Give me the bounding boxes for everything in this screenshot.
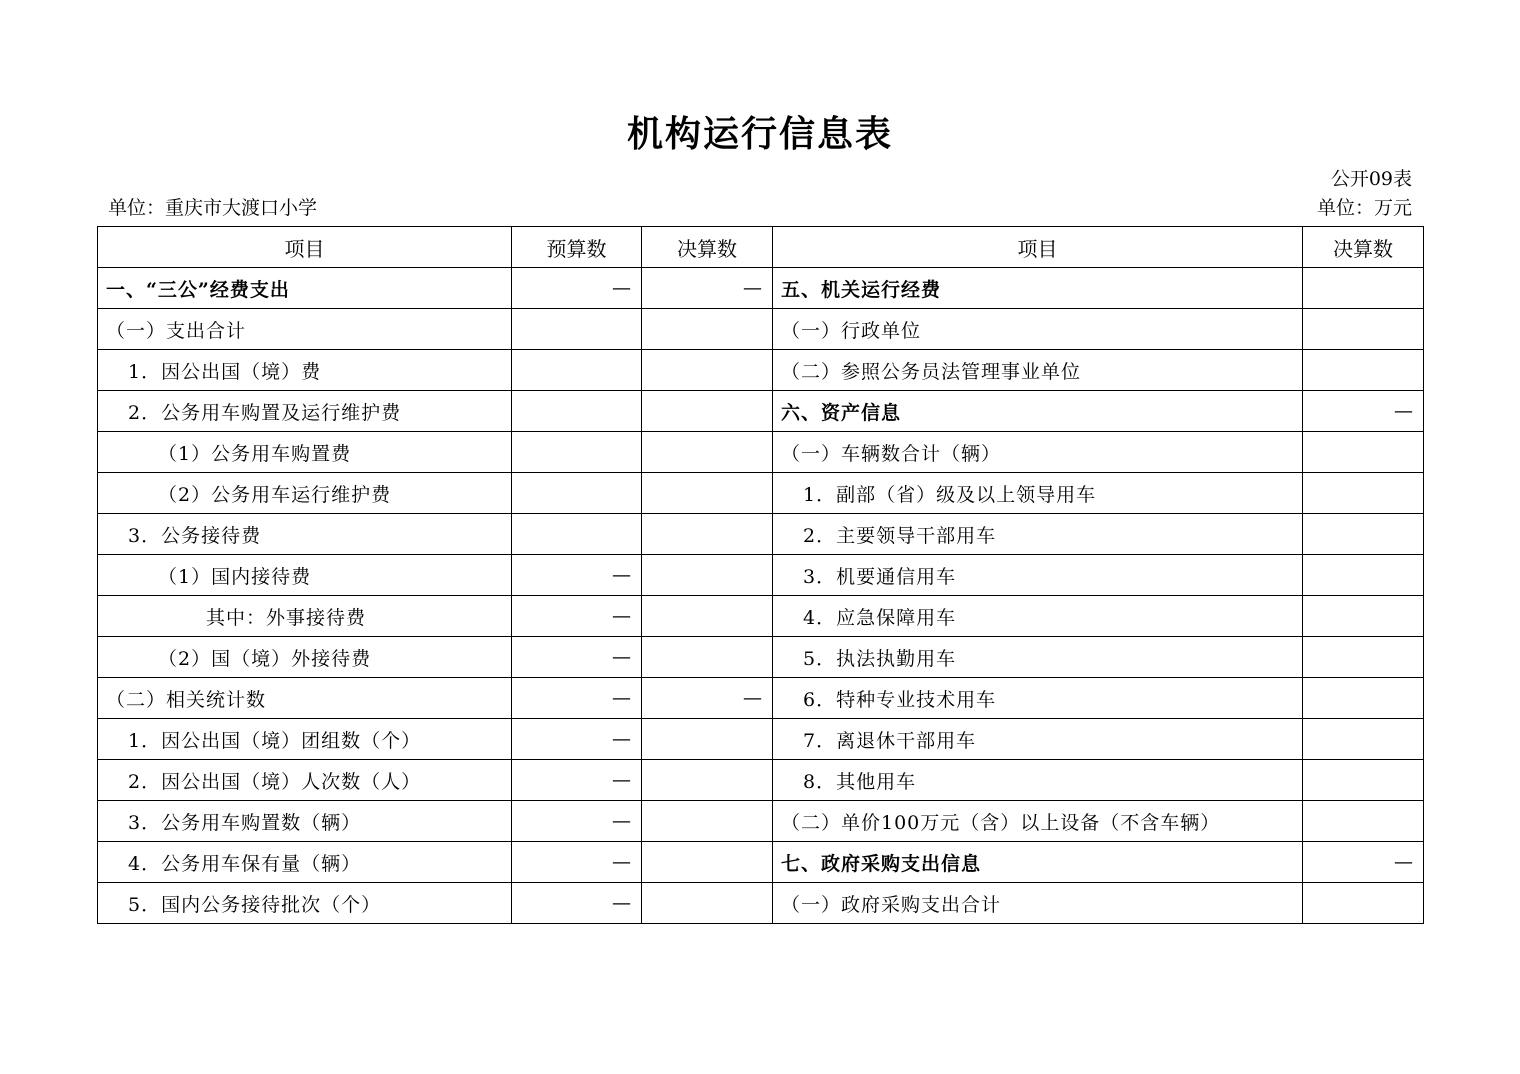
- left-item: 1．因公出国（境）费: [98, 350, 512, 391]
- final-cell: [642, 350, 773, 391]
- right-item: 1．副部（省）级及以上领导用车: [773, 473, 1303, 514]
- final-cell: [642, 842, 773, 883]
- right-final-cell: [1303, 760, 1424, 801]
- right-item: （二）参照公务员法管理事业单位: [773, 350, 1303, 391]
- left-item: 其中：外事接待费: [98, 596, 512, 637]
- budget-cell: —: [512, 883, 642, 924]
- final-cell: [642, 391, 773, 432]
- budget-cell: [512, 309, 642, 350]
- table-row: [98, 719, 1424, 760]
- left-item: （2）国（境）外接待费: [98, 637, 512, 678]
- right-final-cell: [1303, 514, 1424, 555]
- table-row: [98, 596, 1424, 637]
- table-row: [98, 309, 1424, 350]
- final-cell: [642, 637, 773, 678]
- budget-cell: —: [512, 842, 642, 883]
- table-code: 公开09表: [1330, 168, 1412, 190]
- budget-cell: [512, 514, 642, 555]
- left-item: 3．公务接待费: [98, 514, 512, 555]
- header-budget: 预算数: [512, 227, 642, 268]
- final-cell: [642, 309, 773, 350]
- table-row: [98, 678, 1424, 719]
- right-item: （一）车辆数合计（辆）: [773, 432, 1303, 473]
- final-cell: [642, 883, 773, 924]
- right-item: （一）政府采购支出合计: [773, 883, 1303, 924]
- page-title: 机构运行信息表: [626, 114, 893, 155]
- right-final-cell: [1303, 801, 1424, 842]
- right-final-cell: [1303, 432, 1424, 473]
- right-final-cell: [1303, 719, 1424, 760]
- left-item: 2．公务用车购置及运行维护费: [98, 391, 512, 432]
- right-final-cell: [1303, 350, 1424, 391]
- left-item: 3．公务用车购置数（辆）: [98, 801, 512, 842]
- table-row: [98, 555, 1424, 596]
- left-item: （1）国内接待费: [98, 555, 512, 596]
- right-final-cell: —: [1303, 842, 1424, 883]
- budget-cell: —: [512, 555, 642, 596]
- table-row: [98, 842, 1424, 883]
- table-row: [98, 883, 1424, 924]
- table-row: [98, 432, 1424, 473]
- left-item: 5．国内公务接待批次（个）: [98, 883, 512, 924]
- left-item: 4．公务用车保有量（辆）: [98, 842, 512, 883]
- right-item: 7．离退休干部用车: [773, 719, 1303, 760]
- final-cell: [642, 473, 773, 514]
- right-final-cell: [1303, 555, 1424, 596]
- budget-cell: [512, 391, 642, 432]
- left-item: 一、“三公”经费支出: [98, 268, 512, 309]
- header-final-left: 决算数: [642, 227, 773, 268]
- header-final-right: 决算数: [1303, 227, 1424, 268]
- right-item: 4．应急保障用车: [773, 596, 1303, 637]
- right-final-cell: [1303, 309, 1424, 350]
- final-cell: [642, 719, 773, 760]
- right-item: 五、机关运行经费: [773, 268, 1303, 309]
- budget-cell: —: [512, 801, 642, 842]
- right-item: （一）行政单位: [773, 309, 1303, 350]
- table-row: [98, 391, 1424, 432]
- unit-currency: 单位：万元: [1316, 197, 1412, 219]
- final-cell: —: [642, 268, 773, 309]
- header-item-right: 项目: [773, 227, 1303, 268]
- right-item: 8．其他用车: [773, 760, 1303, 801]
- final-cell: [642, 555, 773, 596]
- table-row: [98, 473, 1424, 514]
- budget-cell: [512, 432, 642, 473]
- left-item: （二）相关统计数: [98, 678, 512, 719]
- table-row: [98, 350, 1424, 391]
- budget-cell: —: [512, 678, 642, 719]
- left-item: 2．因公出国（境）人次数（人）: [98, 760, 512, 801]
- right-item: （二）单价100万元（含）以上设备（不含车辆）: [773, 801, 1303, 842]
- right-final-cell: [1303, 473, 1424, 514]
- right-final-cell: [1303, 883, 1424, 924]
- final-cell: [642, 801, 773, 842]
- right-item: 七、政府采购支出信息: [773, 842, 1303, 883]
- budget-cell: —: [512, 637, 642, 678]
- final-cell: —: [642, 678, 773, 719]
- table-row: [98, 514, 1424, 555]
- right-final-cell: [1303, 637, 1424, 678]
- right-final-cell: [1303, 678, 1424, 719]
- budget-cell: [512, 473, 642, 514]
- final-cell: [642, 760, 773, 801]
- final-cell: [642, 432, 773, 473]
- right-final-cell: [1303, 268, 1424, 309]
- left-item: 1．因公出国（境）团组数（个）: [98, 719, 512, 760]
- budget-cell: —: [512, 760, 642, 801]
- right-final-cell: [1303, 596, 1424, 637]
- right-final-cell: —: [1303, 391, 1424, 432]
- right-item: 3．机要通信用车: [773, 555, 1303, 596]
- table-row: [98, 268, 1424, 309]
- budget-cell: —: [512, 268, 642, 309]
- left-item: （一）支出合计: [98, 309, 512, 350]
- left-item: （2）公务用车运行维护费: [98, 473, 512, 514]
- info-table: [97, 226, 1424, 924]
- right-item: 5．执法执勤用车: [773, 637, 1303, 678]
- budget-cell: —: [512, 719, 642, 760]
- budget-cell: [512, 350, 642, 391]
- unit-organization: 单位：重庆市大渡口小学: [108, 197, 318, 219]
- table-row: [98, 637, 1424, 678]
- budget-cell: —: [512, 596, 642, 637]
- header-row: [98, 227, 1424, 268]
- table-row: [98, 760, 1424, 801]
- right-item: 六、资产信息: [773, 391, 1303, 432]
- right-item: 6．特种专业技术用车: [773, 678, 1303, 719]
- table-row: [98, 801, 1424, 842]
- final-cell: [642, 596, 773, 637]
- header-item-left: 项目: [98, 227, 512, 268]
- right-item: 2．主要领导干部用车: [773, 514, 1303, 555]
- final-cell: [642, 514, 773, 555]
- left-item: （1）公务用车购置费: [98, 432, 512, 473]
